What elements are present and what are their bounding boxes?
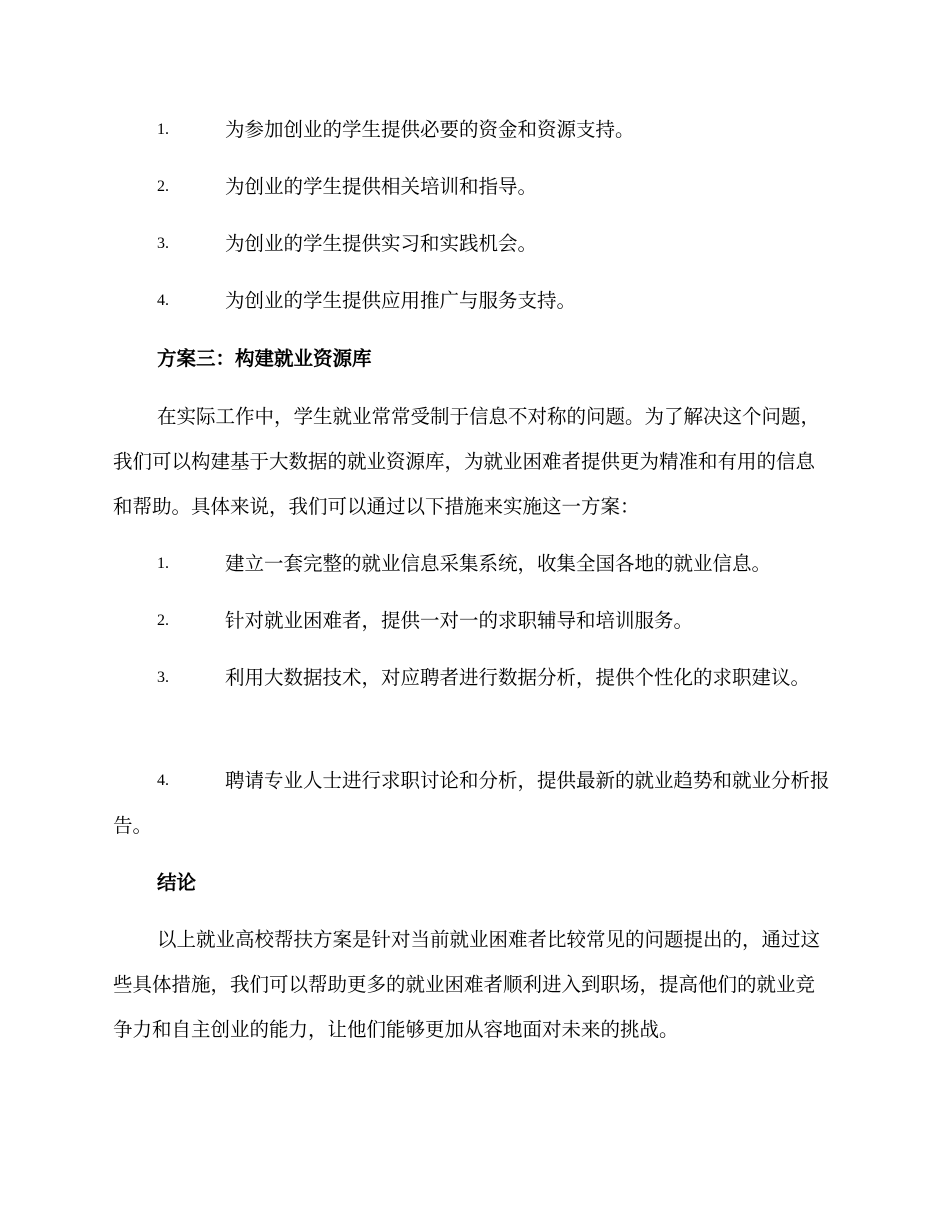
list-item-number: 3. [157, 235, 169, 252]
section-intro [113, 394, 833, 529]
list-item-text: 为创业的学生提供应用推广与服务支持。 [225, 289, 577, 312]
list-item-text: 利用大数据技术，对应聘者进行数据分析，提供个性化的求职建议。 [225, 666, 811, 689]
list-item-text: 建立一套完整的就业信息采集系统，收集全国各地的就业信息。 [225, 552, 772, 575]
list-item-number: 3. [157, 669, 169, 686]
conclusion-body [113, 917, 833, 1052]
list-item-number: 1. [157, 121, 169, 138]
list-item [113, 598, 833, 643]
paragraph-text: 在实际工作中，学生就业常常受制于信息不对称的问题。为了解决这个问题，我们可以构建基于大数据的就业资源库，为就业困难者提供更为精准和有用的信息和帮助。具体来说，我们可以通过以下措施来实施这一方案： [113, 405, 821, 518]
list-item [113, 541, 833, 586]
list-item [113, 107, 833, 152]
list-item-number: 2. [157, 178, 169, 195]
list-item-number: 4. [157, 772, 169, 789]
list-item-text: 为创业的学生提供相关培训和指导。 [225, 175, 538, 198]
list-item [113, 278, 833, 323]
paragraph-text: 以上就业高校帮扶方案是针对当前就业困难者比较常见的问题提出的，通过这些具体措施，我们可以帮助更多的就业困难者顺利进入到职场，提高他们的就业竞争力和自主创业的能力，让他们能够更加从容地面对未来的挑战。 [113, 928, 821, 1041]
list-item-text: 为创业的学生提供实习和实践机会。 [225, 232, 538, 255]
list-item [113, 164, 833, 209]
list-item-number: 4. [157, 292, 169, 309]
list-item [113, 221, 833, 266]
list-item [113, 655, 833, 700]
list-item-number: 1. [157, 555, 169, 572]
list-item [113, 758, 833, 848]
list-item-text: 针对就业困难者，提供一对一的求职辅导和培训服务。 [225, 609, 694, 632]
list-item-text: 聘请专业人士进行求职讨论和分析，提供最新的就业趋势和就业分析报告。 [113, 769, 830, 837]
conclusion-heading: 结论 [157, 871, 197, 894]
list-item-number: 2. [157, 612, 169, 629]
list-item-text: 为参加创业的学生提供必要的资金和资源支持。 [225, 118, 635, 141]
section-heading: 方案三：构建就业资源库 [157, 347, 372, 370]
